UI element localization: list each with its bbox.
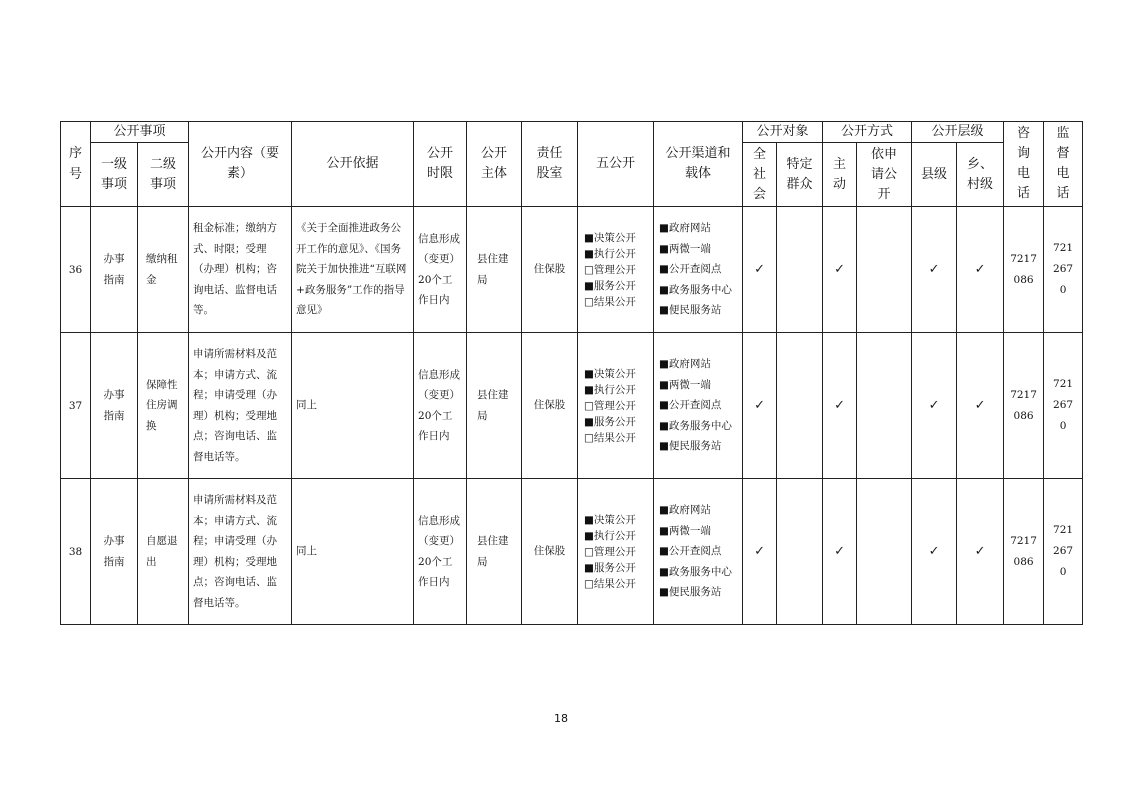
row-time-limit-text: 信息形成（变更）20个工作日内 bbox=[418, 368, 461, 442]
header-matters: 公开事项 bbox=[91, 122, 189, 143]
row-time-limit-text: 信息形成（变更）20个工作日内 bbox=[418, 232, 461, 306]
mode-request-check bbox=[857, 479, 912, 625]
five-open-item: ■决策公开 bbox=[584, 513, 636, 526]
header-supervise-phone-label: 监督电话 bbox=[1056, 126, 1070, 201]
consult-phone bbox=[1004, 333, 1044, 479]
row-level1-text: 办事指南 bbox=[103, 253, 125, 286]
header-channel bbox=[654, 122, 743, 207]
header-level-village bbox=[957, 143, 1004, 207]
supervise-phone bbox=[1044, 479, 1083, 625]
target-specific-check bbox=[777, 333, 823, 479]
consult-phone-text: 7217086 bbox=[1010, 534, 1037, 568]
page-number: 18 bbox=[554, 712, 568, 725]
row-level1 bbox=[91, 479, 138, 625]
level-county-check: ✓ bbox=[912, 207, 957, 333]
channel-item: ■政务服务中心 bbox=[659, 283, 732, 296]
row-time-limit-text: 信息形成（变更）20个工作日内 bbox=[418, 514, 461, 588]
level-village-check: ✓ bbox=[957, 479, 1004, 625]
consult-phone-text: 7217086 bbox=[1010, 252, 1037, 286]
target-all-check: ✓ bbox=[743, 207, 777, 333]
header-channel-label: 公开渠道和载体 bbox=[665, 146, 731, 181]
consult-phone bbox=[1004, 479, 1044, 625]
channel-item: ■两微一端 bbox=[659, 242, 711, 255]
channel-item: ■便民服务站 bbox=[659, 586, 722, 599]
five-open-item: ■服务公开 bbox=[584, 279, 636, 292]
row-seq: 38 bbox=[61, 479, 91, 625]
header-supervise-phone bbox=[1044, 122, 1083, 207]
row-five-open bbox=[578, 333, 654, 479]
mode-active-check: ✓ bbox=[823, 333, 857, 479]
channel-item: ■便民服务站 bbox=[659, 304, 722, 317]
row-subject bbox=[467, 207, 522, 333]
supervise-phone-text: 7212670 bbox=[1053, 242, 1074, 296]
five-open-item: ■执行公开 bbox=[584, 529, 636, 542]
row-subject-text: 县住建局 bbox=[477, 535, 509, 568]
five-open-item: □结果公开 bbox=[584, 295, 636, 308]
channel-item: ■政府网站 bbox=[659, 222, 711, 235]
header-subject-label: 公开主体 bbox=[481, 146, 508, 181]
consult-phone-text: 7217086 bbox=[1010, 388, 1037, 422]
row-subject-text: 县住建局 bbox=[477, 389, 509, 422]
target-all-check: ✓ bbox=[743, 333, 777, 479]
row-time-limit bbox=[414, 333, 467, 479]
row-basis: 同上 bbox=[292, 333, 414, 479]
row-time-limit bbox=[414, 207, 467, 333]
header-mode-request-label: 依申请公开 bbox=[871, 146, 898, 202]
row-level1-text: 办事指南 bbox=[103, 389, 125, 422]
row-level1 bbox=[91, 207, 138, 333]
header-office bbox=[522, 122, 578, 207]
table-row bbox=[61, 479, 1083, 625]
row-five-open bbox=[578, 207, 654, 333]
channel-item: ■便民服务站 bbox=[659, 440, 722, 453]
row-level2 bbox=[138, 479, 189, 625]
channel-item: ■政府网站 bbox=[659, 504, 711, 517]
header-five-open: 五公开 bbox=[578, 122, 654, 207]
table-row bbox=[61, 207, 1083, 333]
row-office: 住保股 bbox=[522, 479, 578, 625]
row-subject bbox=[467, 333, 522, 479]
row-level1 bbox=[91, 333, 138, 479]
header-level-county: 县级 bbox=[912, 143, 957, 207]
channel-item: ■两微一端 bbox=[659, 524, 711, 537]
row-channels bbox=[654, 207, 743, 333]
channel-item: ■政务服务中心 bbox=[659, 419, 732, 432]
five-open-item: □管理公开 bbox=[584, 399, 636, 412]
header-content-label: 公开内容（要素） bbox=[201, 146, 280, 181]
disclosure-table bbox=[60, 121, 1083, 625]
header-target-specific-label: 特定群众 bbox=[786, 156, 813, 192]
five-open-item: ■决策公开 bbox=[584, 231, 636, 244]
header-level2 bbox=[138, 143, 189, 207]
row-content: 申请所需材料及范本；申请方式、流程；申请受理（办理）机构；受理地点；咨询电话、监督电话等。 bbox=[189, 333, 292, 479]
channel-item: ■公开查阅点 bbox=[659, 263, 722, 276]
five-open-item: ■执行公开 bbox=[584, 247, 636, 260]
level-village-check: ✓ bbox=[957, 333, 1004, 479]
channel-item: ■政务服务中心 bbox=[659, 565, 732, 578]
header-time-limit bbox=[414, 122, 467, 207]
row-seq: 37 bbox=[61, 333, 91, 479]
supervise-phone-text: 7212670 bbox=[1053, 524, 1074, 578]
header-level-village-label: 乡、村级 bbox=[967, 156, 994, 192]
header-mode-active-label: 主动 bbox=[833, 156, 847, 192]
supervise-phone bbox=[1044, 207, 1083, 333]
channel-item: ■两微一端 bbox=[659, 378, 711, 391]
header-target: 公开对象 bbox=[743, 122, 823, 143]
five-open-item: □结果公开 bbox=[584, 577, 636, 590]
row-content: 申请所需材料及范本；申请方式、流程；申请受理（办理）机构；受理地点；咨询电话、监督电话等。 bbox=[189, 479, 292, 625]
supervise-phone-text: 7212670 bbox=[1053, 378, 1074, 432]
supervise-phone bbox=[1044, 333, 1083, 479]
row-basis: 同上 bbox=[292, 479, 414, 625]
header-mode-request bbox=[857, 143, 912, 207]
header-level1-label: 一级事项 bbox=[100, 156, 127, 192]
row-level2-text: 保障性住房调换 bbox=[146, 378, 178, 432]
row-content: 租金标准；缴纳方式、时限；受理（办理）机构；咨询电话、监督电话等。 bbox=[189, 207, 292, 333]
five-open-item: □管理公开 bbox=[584, 263, 636, 276]
header-target-specific bbox=[777, 143, 823, 207]
five-open-item: □管理公开 bbox=[584, 545, 636, 558]
header-mode-active bbox=[823, 143, 857, 207]
target-specific-check bbox=[777, 207, 823, 333]
row-level2-text: 自愿退出 bbox=[146, 535, 178, 568]
five-open-item: ■服务公开 bbox=[584, 561, 636, 574]
header-level: 公开层级 bbox=[912, 122, 1004, 143]
header-time-limit-label: 公开时限 bbox=[427, 146, 454, 181]
row-level1-text: 办事指南 bbox=[103, 535, 125, 568]
header-subject bbox=[467, 122, 522, 207]
table-row bbox=[61, 333, 1083, 479]
header-consult-phone-label: 咨询电话 bbox=[1017, 126, 1031, 201]
header-basis: 公开依据 bbox=[292, 122, 414, 207]
header-consult-phone bbox=[1004, 122, 1044, 207]
row-office: 住保股 bbox=[522, 333, 578, 479]
header-level1 bbox=[91, 143, 138, 207]
row-channels bbox=[654, 479, 743, 625]
level-village-check: ✓ bbox=[957, 207, 1004, 333]
mode-active-check: ✓ bbox=[823, 207, 857, 333]
channel-item: ■政府网站 bbox=[659, 358, 711, 371]
header-target-all-label: 全社会 bbox=[753, 146, 767, 202]
five-open-item: □结果公开 bbox=[584, 431, 636, 444]
header-mode: 公开方式 bbox=[823, 122, 912, 143]
header-content bbox=[189, 122, 292, 207]
five-open-item: ■执行公开 bbox=[584, 383, 636, 396]
channel-item: ■公开查阅点 bbox=[659, 399, 722, 412]
row-subject-text: 县住建局 bbox=[477, 253, 509, 286]
consult-phone bbox=[1004, 207, 1044, 333]
mode-request-check bbox=[857, 207, 912, 333]
mode-request-check bbox=[857, 333, 912, 479]
channel-item: ■公开查阅点 bbox=[659, 545, 722, 558]
mode-active-check: ✓ bbox=[823, 479, 857, 625]
row-office: 住保股 bbox=[522, 207, 578, 333]
header-seq-label: 序号 bbox=[68, 146, 82, 182]
header-office-label: 责任股室 bbox=[536, 146, 563, 181]
row-seq: 36 bbox=[61, 207, 91, 333]
level-county-check: ✓ bbox=[912, 333, 957, 479]
level-county-check: ✓ bbox=[912, 479, 957, 625]
row-basis: 《关于全面推进政务公开工作的意见》、《国务院关于加快推进“互联网+政务服务”工作的指导意见》 bbox=[292, 207, 414, 333]
row-level2 bbox=[138, 333, 189, 479]
row-five-open bbox=[578, 479, 654, 625]
header-target-all bbox=[743, 143, 777, 207]
target-all-check: ✓ bbox=[743, 479, 777, 625]
row-channels bbox=[654, 333, 743, 479]
row-level2 bbox=[138, 207, 189, 333]
target-specific-check bbox=[777, 479, 823, 625]
five-open-item: ■决策公开 bbox=[584, 367, 636, 380]
row-subject bbox=[467, 479, 522, 625]
five-open-item: ■服务公开 bbox=[584, 415, 636, 428]
row-level2-text: 缴纳租金 bbox=[146, 253, 178, 286]
header-seq bbox=[61, 122, 91, 207]
header-level2-label: 二级事项 bbox=[149, 156, 176, 192]
row-time-limit bbox=[414, 479, 467, 625]
